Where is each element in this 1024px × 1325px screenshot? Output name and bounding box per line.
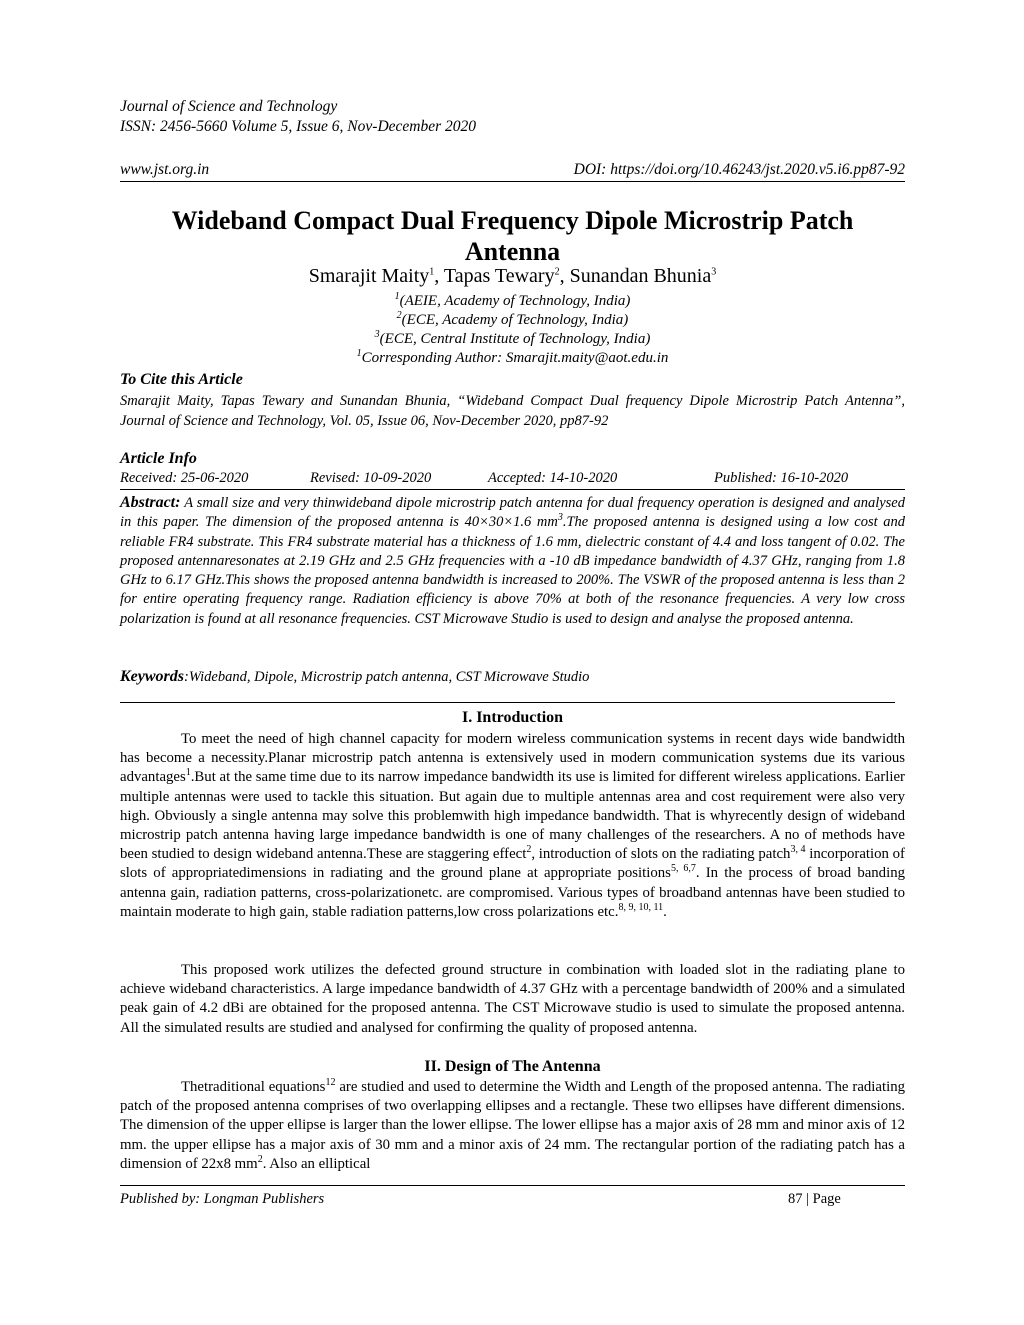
abstract: Abstract: A small size and very thinwideband dipole microstrip patch antenna for dual frequency operation is designed and analysed in this paper. The dimension of the proposed antenna is 40×30×1.6 $mm^3.The$ proposed antenna is designed using a low cost and reliable FR4 substrate. This FR4 substrate material has a thickness of 1.6 mm, dielectric constant of 4.4 and loss tangent of 0.02. The proposed antennaresonates at 2.19 GHz and 2.5 GHz frequencies with a -10 dB impedance bandwidth of 4.37 GHz, ranging from 1.8 GHz to 6.17 GHz.This shows the proposed antenna bandwidth is increased to 200%. The VSWR of the proposed antenna is less than 2 for entire operating frequency range. Radiation efficiency is above 70% at both of the resonance frequencies. A very low cross polarization is found at all resonance frequencies. CST Microwave Studio is used to design and analyse the proposed antenna. [120,494,905,627]
cite-text: Smarajit Maity, Tapas Tewary and Sunandan Bhunia, “Wideband Compact Dual frequency Dipole Microstrip Patch Antenna”, Journal of Science and Technology, Vol. 05, Issue 06, Nov-December 2020, pp87-92 [120,393,905,429]
keywords-text: :Wideband, Dipole, Microstrip patch antenna, CST Microwave Studio [184,669,590,685]
intro-paragraph-2: This proposed work utilizes the defected ground structure in combination with loaded slot in the radiating plane to achieve wideband characteristics. A large impedance bandwidth of 4.37 GHz with a percentage bandwidth of 200% and a simulated peak gain of 4.2 dBi are obtained for the proposed antenna. The CST Microwave studio is used to simulate the proposed antenna. All the simulated results are studied and analysed for confirming the quality of proposed antenna. [120,962,905,1036]
page-number: 87 | Page [788,1191,841,1207]
journal-header [120,97,476,137]
keywords-label: Keywords [120,668,184,685]
affiliation-2: $^2$(ECE, Academy of Technology, India) [396,310,629,328]
author-list: Smarajit Maity$^1$, Tapas Tewary$^2$, Sunandan Bhunia$^3$ [308,265,717,287]
journal-name: Journal of Science and Technology [120,98,338,115]
author-2: , Tapas Tewary [434,265,555,287]
title-line-1: Wideband Compact Dual Frequency Dipole Microstrip Patch [171,206,854,235]
section-heading-introduction: I. Introduction [461,709,564,726]
abstract-label: Abstract: [120,494,181,511]
section-divider [120,702,895,703]
article-dates [120,470,905,490]
publisher: Published by: Longman Publishers [120,1191,325,1207]
received-date: Received: 25-06-2020 [120,470,249,486]
page-footer [120,1185,905,1207]
url-row [120,161,905,182]
article-info-heading: Article Info [120,450,197,467]
revised-date: Revised: 10-09-2020 [310,470,432,486]
accepted-date: Accepted: 14-10-2020 [488,470,618,486]
journal-website-link[interactable]: www.jst.org.in [120,161,210,178]
paper-title [120,205,905,267]
corresponding-author: $^1$Corresponding Author: Smarajit.maity@aot.edu.in [356,348,669,366]
author-3: , Sunandan Bhunia [559,265,712,287]
design-paragraph: Thetraditional equations$^{12}$ are studied and used to determine the Width and Length of the proposed antenna. The radiating patch of the proposed antenna comprises of two overlapping ellipses and a rectangle. These two ellipses have different dimensions. The dimension of the upper ellipse is larger than the lower ellipse. The lower ellipse has a major axis of 28 mm and minor axis of 12 mm. the upper ellipse has a major axis of 30 mm and a minor axis of 24 mm. The rectangular portion of the radiating patch has a dimension of 22x8 $mm^2$. Also an elliptical [120,1077,905,1172]
title-line-2: Antenna [464,237,561,266]
author-1: Smarajit Maity [308,265,430,287]
keywords [120,668,589,686]
affiliation-1: $^1$(AEIE, Academy of Technology, India) [394,291,631,309]
doi-link[interactable]: DOI: https://doi.org/10.46243/jst.2020.v5.i6.pp87-92 [573,161,905,178]
intro-paragraph-1: To meet the need of high channel capacity for modern wireless communication systems in recent days wide bandwidth has become a necessity.Planar microstrip patch antenna is extensively used in modern communication systems due its various advantages$^1$.But at the same time due to its narrow impedance bandwidth its use is limited for different wireless applications. Earlier multiple antennas were used to tackle this situation. But again due to multiple antennas area and cost requirement were also very high. Obviously a single antenna may solve this problemwith high impedance bandwidth. That is whyrecently design of wideband microstrip patch antenna having large impedance bandwidth is one of many challenges of the researchers. A no of methods have been studied to design wideband antenna.These are staggering effect$^2$, introduction of slots on the radiating patch$^{3, 4}$ incorporation of slots of appropriatedimensions in radiating and the ground plane at appropriate positions$^{5, 6,7}$. In the process of broad banding antenna gain, radiation patterns, cross-polarizationetc. are compromised. Various types of broadband antennas have been studied to maintain moderate to high gain, stable radiation patterns,low cross polarizations etc.$^{8, 9, 10, 11}$. [120,731,905,920]
cite-heading: To Cite this Article [120,371,243,388]
published-date: Published: 16-10-2020 [714,470,849,486]
journal-issn: ISSN: 2456-5660 Volume 5, Issue 6, Nov-December 2020 [120,118,477,135]
affiliation-3: $^3$(ECE, Central Institute of Technology, India) [374,329,651,347]
section-heading-design: II. Design of The Antenna [424,1058,601,1075]
